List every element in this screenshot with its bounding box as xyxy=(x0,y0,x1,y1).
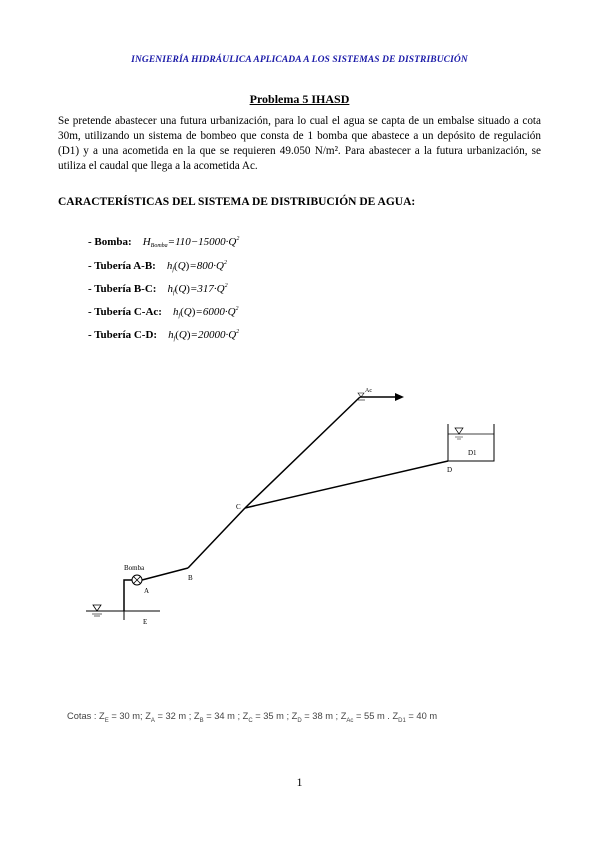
spec-tuberia-ab: - Tubería A-B: $h_f(Q)=800\cdot Q^2$ xyxy=(88,260,227,273)
label-a: A xyxy=(144,587,150,595)
label-d: D xyxy=(447,466,453,474)
page-header: INGENIERÍA HIDRÁULICA APLICADA A LOS SISTEMAS DE DISTRIBUCIÓN xyxy=(131,55,468,65)
elevations-line: Cotas : $Z_E = 30$ m; $Z_A = 32$ m ; $Z_B = 34$ m ; $Z_C = 35$ m ; $Z_D = 38$ m ; $Z_{Ac} = 55$ m . $Z_{D1} = 40$ m xyxy=(67,711,438,724)
water-level-icon xyxy=(455,428,463,434)
pipe-c-ac xyxy=(245,397,360,508)
label-ac: Ac xyxy=(365,388,372,394)
page-number: 1 xyxy=(296,775,303,789)
suction-pipe xyxy=(124,580,132,611)
pipe-c-d xyxy=(245,461,448,508)
pipe-b-c xyxy=(188,508,245,568)
label-bomba: Bomba xyxy=(124,564,145,572)
pipe-a-b xyxy=(142,568,188,580)
spec-tuberia-cac: - Tubería C-Ac: $h_f(Q)=6000\cdot Q^2$ xyxy=(88,306,239,319)
outlet-arrow-icon xyxy=(395,393,404,401)
problem-title: Problema 5 IHASD xyxy=(249,92,350,106)
section-title: CARACTERÍSTICAS DEL SISTEMA DE DISTRIBUCIÓN DE AGUA: xyxy=(58,196,416,208)
label-e: E xyxy=(143,618,148,626)
spec-tuberia-cd: - Tubería C-D: $h_f(Q)=20000\cdot Q^2$ xyxy=(88,329,240,342)
label-d1: D1 xyxy=(468,449,477,457)
label-c: C xyxy=(236,503,241,511)
spec-tuberia-bc: - Tubería B-C: $h_f(Q)=317\cdot Q^2$ xyxy=(88,283,228,296)
water-level-icon xyxy=(93,605,101,611)
spec-bomba: - Bomba: $H_{Bomba}=110-15000\cdot Q^2$ xyxy=(88,236,240,249)
label-b: B xyxy=(188,574,193,582)
problem-statement: Se pretende abastecer una futura urbanización, para lo cual el agua se capta de un embalse situado a cota 30m, utilizando un sistema de bombeo que consta de 1 bomba que abastece a un depósito de regulación (D1) y a una acometida en la que se requieren 49.050 N/m². Para abastecer a la futura urbanización, se utiliza el caudal que llega a la acometida Ac. xyxy=(58,115,541,172)
